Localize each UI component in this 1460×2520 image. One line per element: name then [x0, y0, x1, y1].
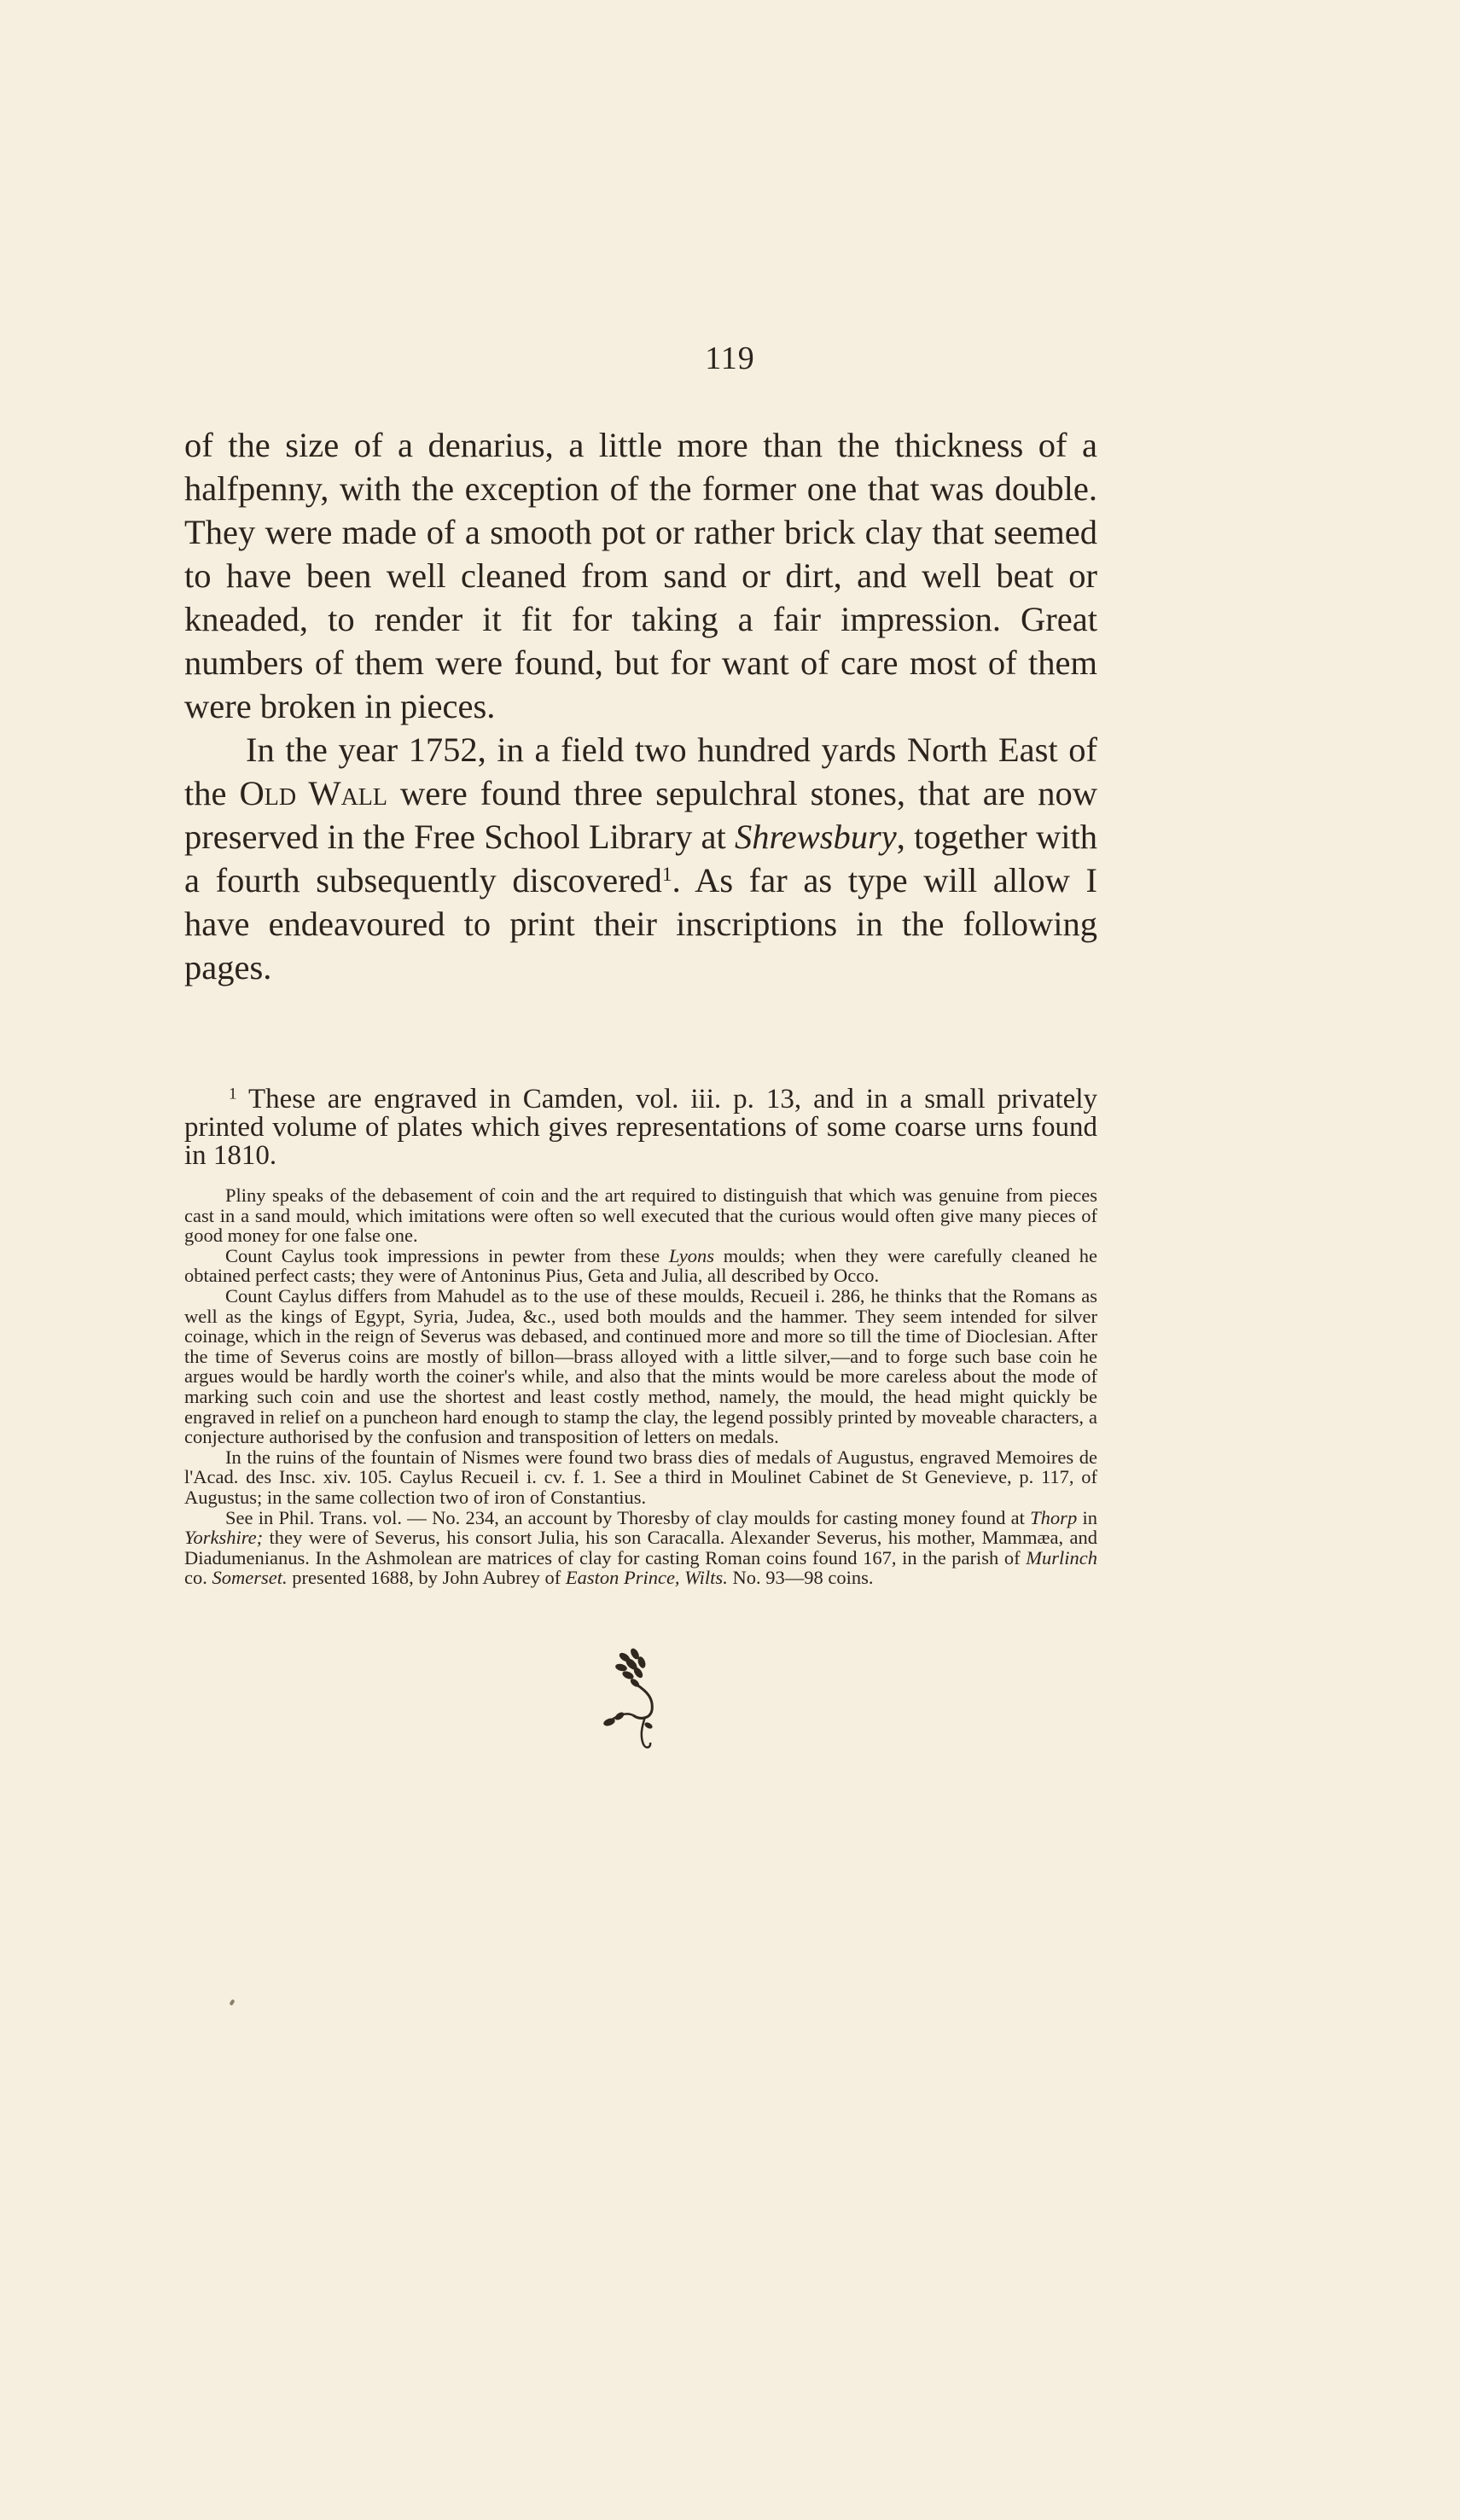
- text-run: co.: [184, 1567, 212, 1589]
- note-nismes: In the ruins of the fountain of Nismes were found two brass dies of medals of Augustus, engraved Memoires de l'Acad. des Insc. xiv. 105. Caylus Recueil i. cv. f. 1. See a third in Moulinet Cabinet de St Genevieve, p. 117, of Augustus; in the same collection two of iron of Constantius.: [184, 1446, 1097, 1508]
- text-run: presented 1688, by John Aubrey of: [287, 1567, 566, 1589]
- note-caylus-pewter: [184, 1246, 1097, 1286]
- note-caylus-mahudel: Count Caylus differs from Mahudel as to the use of these moulds, Recueil i. 286, he thinks that the Romans as well as the kings of Egypt, Syria, Judea, &c., used both moulds and the hammer. They seem intended for silver coinage, which in the reign of Severus was debased, and continued more and more so till the time of Dioclesian. After the time of Severus coins are mostly of billon—brass alloyed with a little silver,—and to forge such base coin he argues would be hardly worth the coiner's while, and also that the mints would be more careless about the mode of marking such coin and use the shortest and least costly method, namely, the mould, the head might quickly be engraved in relief on a puncheon hard enough to stamp the clay, the legend possibly printed by moveable characters, a conjecture authorised by the confusion and transposition of letters on medals.: [184, 1284, 1097, 1448]
- note-pliny: Pliny speaks of the debasement of coin and the art required to distinguish that which was genuine from pieces cast in a sand mould, which imitations were often so well executed that the curious would often give many pieces of good money for one false one.: [184, 1184, 1097, 1247]
- text-run: in: [1077, 1506, 1097, 1528]
- old-wall-term: Old Wall: [239, 774, 388, 812]
- text-run: moulds; when they were carefully cleaned he obtained perfect casts; they were of Antoninus Pius, Geta and Julia, all described by Occo.: [184, 1244, 1097, 1287]
- footnote-marker: 1: [229, 1085, 237, 1103]
- supplementary-notes: [184, 1185, 1097, 1588]
- main-text: [184, 423, 1097, 989]
- place-name: Somerset.: [212, 1567, 288, 1589]
- text-run: they were of Severus, his consort Julia, his son Caracalla. Alexander Severus, his mother, Mammæa, and Diadumenianus. In the Ashmolean are matrices of clay for casting Roman coins found 167, in the parish of: [184, 1527, 1097, 1568]
- place-name: Murlinch: [1026, 1546, 1097, 1568]
- text-run: These are engraved in Camden, vol. iii. p. 13, and in a small privately printed volume of plates which gives representations of some coarse urns found in 1810.: [184, 1084, 1097, 1171]
- footnote-ref: 1: [661, 864, 672, 887]
- text-run: . As far as type will allow I have endeavoured to print their inscriptions in the following pages.: [184, 861, 1097, 986]
- place-name: Yorkshire;: [184, 1527, 264, 1549]
- footnote-text: [184, 1085, 1097, 1170]
- text-run: , together with a fourth subsequently discovered: [184, 818, 1097, 899]
- place-name: Lyons: [668, 1244, 714, 1266]
- page-number: 119: [705, 340, 755, 376]
- paragraph-continuation: of the size of a denarius, a little more than the thickness of a halfpenny, with the exception of the former one that was double. They were made of a smooth pot or rather brick clay that seemed to have been well cleaned from sand or dirt, and well beat or kneaded, to render it fit for taking a fair impression. Great numbers of them were found, but for want of care most of them were broken in pieces.: [184, 426, 1097, 725]
- paragraph-sepulchral-stones: [184, 728, 1097, 989]
- place-name: Shrewsbury: [735, 818, 897, 856]
- page-speck: [230, 1999, 236, 2005]
- text-run: Count Caylus took impressions in pewter from these: [225, 1244, 669, 1266]
- text-run: No. 93—98 coins.: [727, 1567, 874, 1589]
- text-run: See in Phil. Trans. vol. — No. 234, an account by Thoresby of clay moulds for casting money found at: [225, 1506, 1031, 1528]
- text-run: were found three sepulchral stones, that are now preserved in the Free School Library at: [184, 774, 1097, 856]
- place-name: Thorp: [1030, 1506, 1078, 1528]
- floral-ornament-icon: [597, 1647, 691, 1749]
- place-name: Easton Prince, Wilts.: [565, 1567, 728, 1589]
- text-run: In the year 1752, in a field two hundred yards North East of the: [184, 730, 1097, 812]
- note-phil-trans: [184, 1508, 1097, 1588]
- footnote: [184, 1085, 1097, 1170]
